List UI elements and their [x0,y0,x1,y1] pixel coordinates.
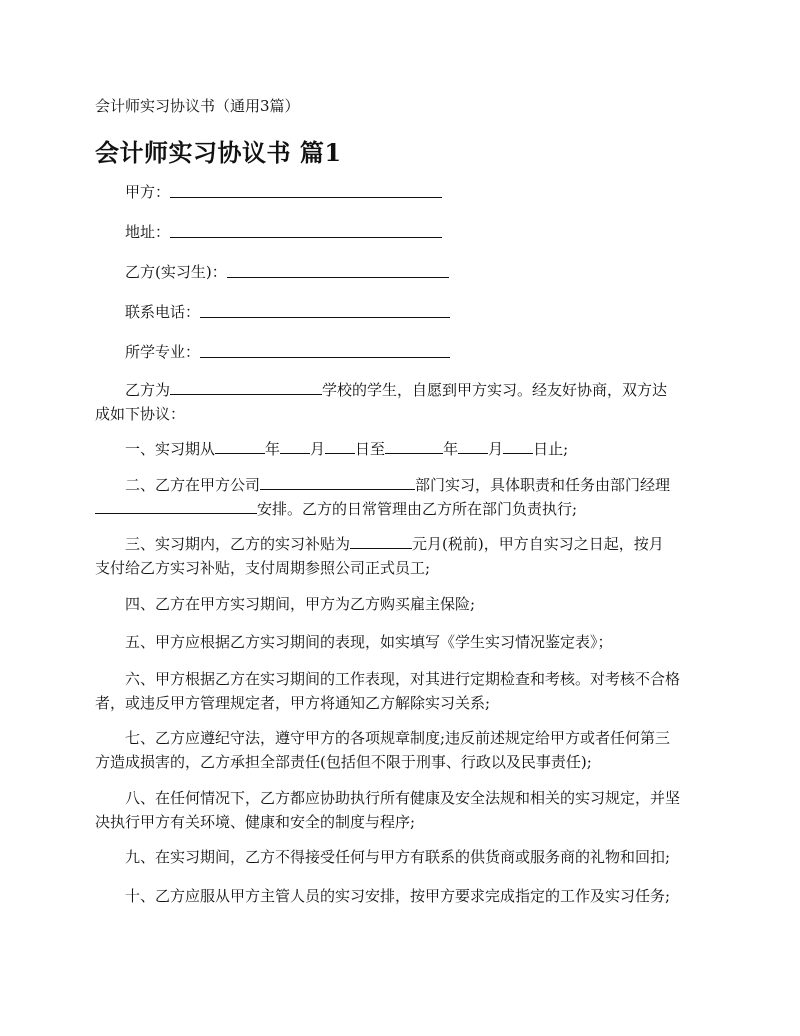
paragraph-3: 三、实习期内，乙方的实习补贴为 元月(税前)，甲方自实习之日起，按月 支付给乙方实习补贴，支付周期参照公司正式员工; [95,535,664,577]
paragraph-1: 一、实习期从 年 月 日至 年 月 日止; [125,440,569,458]
paragraph-8: 八、在任何情况下，乙方都应协助执行所有健康及安全法规和相关的实习规定，并坚 决执行甲方有关环境、健康和安全的制度与程序; [95,789,681,831]
blank-line [325,439,355,454]
blank-line [170,196,442,198]
blank-line [215,439,265,454]
paragraph-7: 七、乙方应遵纪守法，遵守甲方的各项规章制度;违反前述规定给甲方或者任何第三 方造成损害的，乙方承担全部责任(包括但不限于刑事、行政以及民事责任); [95,729,671,771]
paragraph-6: 六、甲方根据乙方在实习期间的工作表现，对其进行定期检查和考核。对考核不合格 者，或违反甲方管理规定者，甲方将通知乙方解除实习关系; [95,670,681,712]
blank-line [95,499,257,514]
field-phone [125,301,450,322]
blank-line [280,439,310,454]
blank-line [458,439,488,454]
field-major [125,341,450,362]
paragraph-intro: 乙方为 学校的学生，自愿到甲方实习。经友好协商，双方达 成如下协议： [95,381,668,423]
field-label: 乙方(实习生)： [125,263,227,281]
field-label: 联系电话： [125,303,201,321]
blank-line [260,475,415,490]
blank-line [170,236,442,238]
blank-line [503,439,533,454]
paragraph-2: 二、乙方在甲方公司 部门实习，具体职责和任务由部门经理 安排。乙方的日常管理由乙方所在部门负责执行; [95,473,705,521]
paragraph-10: 十、乙方应服从甲方主管人员的实习安排，按甲方要求完成指定的工作及实习任务; [125,887,671,905]
paragraph-4: 四、乙方在甲方实习期间，甲方为乙方购买雇主保险; [125,595,476,613]
blank-line [385,439,443,454]
field-label: 地址： [125,223,171,241]
document-title: 会计师实习协议书 篇1 [95,138,342,167]
blank-line [350,534,412,549]
blank-line [170,380,322,395]
field-party-b [125,261,449,282]
field-label: 所学专业： [125,343,201,361]
field-label: 甲方： [125,183,171,201]
field-address [125,221,442,242]
blank-line [200,316,450,318]
paragraph-9: 九、在实习期间，乙方不得接受任何与甲方有联系的供货商或服务商的礼物和回扣; [125,848,671,866]
paragraph-5: 五、甲方应根据乙方实习期间的表现，如实填写《学生实习情况鉴定表》； [125,633,613,651]
field-party-a [125,181,442,202]
blank-line [200,356,450,358]
document-header: 会计师实习协议书（通用3篇） [95,97,300,115]
blank-line [227,276,449,278]
